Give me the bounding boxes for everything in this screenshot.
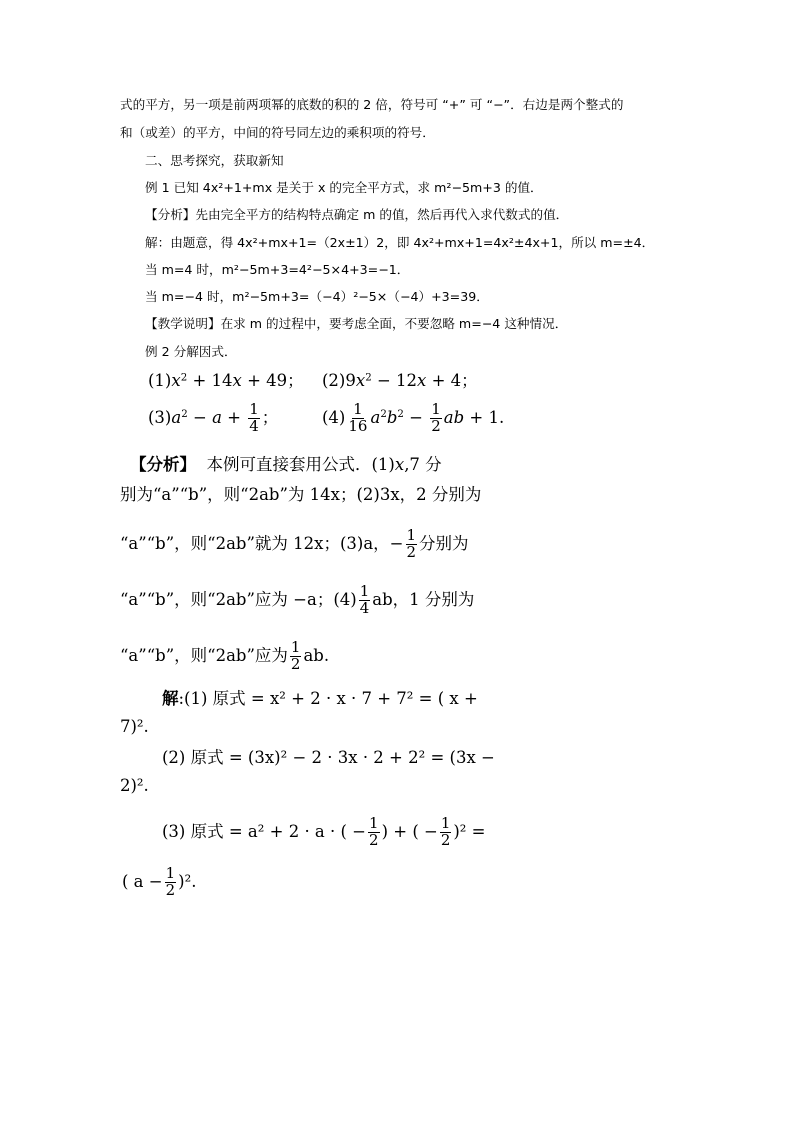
- example2-title: 例 2 分解因式．: [145, 344, 237, 359]
- example2-item-1: $(1)x^2 + 14x + 49$；: [148, 371, 304, 390]
- fraction-one-half: $\frac{1}{2}$: [369, 814, 379, 849]
- solution2-line-3b: ( a − $\frac{1}{2}$ )².: [122, 864, 197, 899]
- rule-line-1: 式的平方，另一项是前两项幂的底数的积的 2 倍，符号可 “+” 可 “−”．右边是两个整式的: [120, 97, 624, 112]
- solution2-line-1: 解:(1) 原式 = x² + 2 · x · 7 + 7² = ( x +: [162, 689, 478, 708]
- solution2-line-1b: 7)².: [120, 717, 149, 736]
- fraction-one-half: $\frac{1}{2}$: [440, 814, 451, 849]
- solution2-line-3: (3) 原式 = a² + 2 · a · ( − $\frac{1}{2}$ ) + ( − $\frac{1}{2}$ )² =: [162, 814, 486, 849]
- fraction-one-half: $\frac{1}{2}$: [431, 400, 441, 435]
- fraction-one-quarter: $\frac{1}{4}$: [249, 400, 259, 435]
- rule-line-2: 和（或差）的平方，中间的符号同左边的乘积项的符号．: [120, 125, 435, 140]
- example1-solution: 解：由题意，得 4x²+mx+1=（2x±1）2，即 4x²+mx+1=4x²±4x+1，所以 m=±4．: [145, 235, 655, 250]
- fraction-one-half: $\frac{1}{2}$: [290, 638, 301, 673]
- analysis2-line-1: 【分析】 本例可直接套用公式．(1)x,7 分: [130, 455, 442, 474]
- example1-note: 【教学说明】在求 m 的过程中，要考虑全面，不要忽略 m=−4 这种情况．: [145, 316, 568, 331]
- fraction-one-half: $\frac{1}{2}$: [406, 526, 417, 561]
- analysis2-line-5: “a”“b”，则“2ab”应为 $\frac{1}{2}$ ab.: [120, 638, 330, 673]
- example1-problem: 例 1 已知 4x²+1+mx 是关于 x 的完全平方式，求 m²−5m+3 的值．: [145, 180, 543, 195]
- example2-item-4: (4) $\frac{1}{16}$ $a^2b^2$ − $\frac{1}{2}$ ab + 1.: [322, 400, 505, 435]
- fraction-one-quarter: $\frac{1}{4}$: [359, 582, 370, 617]
- analysis2-line-4: “a”“b”，则“2ab”应为 −a；(4) $\frac{1}{4}$ ab，1 分别为: [120, 582, 475, 617]
- analysis2-line-2: 别为“a”“b”，则“2ab”为 14x；(2)3x，2 分别为: [120, 485, 482, 504]
- example1-case1: 当 m=4 时，m²−5m+3=4²−5×4+3=−1．: [145, 262, 410, 277]
- fraction-one-half: $\frac{1}{2}$: [165, 864, 176, 899]
- example2-item-3: $(3)a^2 - a$ + $\frac{1}{4}$ ；: [148, 400, 279, 435]
- solution2-line-2b: 2)².: [120, 776, 149, 795]
- example1-analysis: 【分析】先由完全平方的结构特点确定 m 的值，然后再代入求代数式的值．: [145, 207, 569, 222]
- section-heading: 二、思考探究，获取新知: [145, 153, 284, 168]
- example1-case2: 当 m=−4 时，m²−5m+3=（−4）²−5×（−4）+3=39．: [145, 289, 489, 304]
- fraction-one-sixteenth: $\frac{1}{16}$: [348, 400, 368, 435]
- example2-item-2: $(2)9x^2 - 12x + 4$；: [322, 371, 478, 390]
- analysis2-line-3: “a”“b”，则“2ab”就为 12x；(3)a，− $\frac{1}{2}$ 分别为: [120, 526, 469, 561]
- solution2-line-2: (2) 原式 = (3x)² − 2 · 3x · 2 + 2² = (3x −: [162, 748, 495, 767]
